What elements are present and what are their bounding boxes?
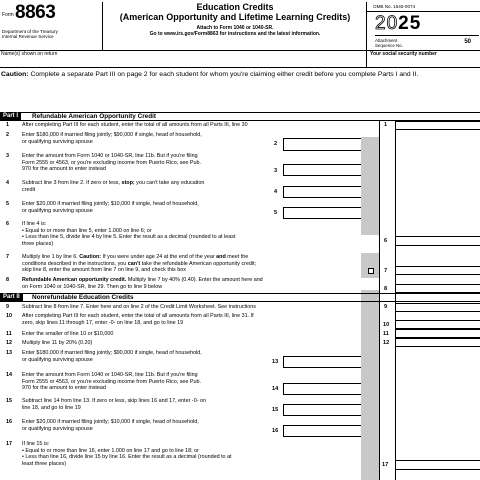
line-number: 15 xyxy=(6,398,12,404)
line-text xyxy=(22,221,235,247)
box-14-label: 14 xyxy=(272,386,279,392)
line-number: 11 xyxy=(6,331,12,337)
line-text-text-c: 970 for the amount to enter instead xyxy=(22,385,106,392)
line-number: 17 xyxy=(6,441,12,447)
line-7-amount-field[interactable] xyxy=(395,266,480,275)
line-text: After completing Part III for each student, enter the total of all amounts from all Parts III, line 30 xyxy=(22,122,248,128)
form-year-block xyxy=(366,2,479,50)
line-text-text-b-bold: can't xyxy=(127,260,141,267)
part2-title: Nonrefundable Education Credits xyxy=(32,294,134,301)
attachment-label: Attachment xyxy=(375,38,398,43)
line-text-text-a: Enter the amount from Form 1040 or 1040-SR, line 11b. But if you're filing xyxy=(22,372,198,378)
ssn-field-label: Your social security number xyxy=(366,51,437,67)
line-12-amount-field[interactable] xyxy=(395,338,480,347)
shaded-column-part2a xyxy=(361,253,379,278)
line-text-text-a-post: If you were under age 24 at the end of the year xyxy=(101,254,217,260)
line-number: 5 xyxy=(6,201,9,207)
line-number: 8 xyxy=(6,277,9,283)
form-number: 8863 xyxy=(15,2,56,23)
line-6-amount-field[interactable] xyxy=(395,236,480,246)
line-5-amount-field[interactable] xyxy=(283,207,361,219)
line-number: 14 xyxy=(6,372,12,378)
line-text-text-b: line 18, and go to line 19 xyxy=(22,404,81,411)
box-11-label: 11 xyxy=(383,331,389,337)
line-10-amount-field[interactable] xyxy=(395,320,480,329)
line-15-amount-field[interactable] xyxy=(283,404,361,416)
line-17-amount-field[interactable] xyxy=(395,460,480,470)
line-text-text-a: Enter $180,000 if married filing jointly; $90,000 if single, head of household, xyxy=(22,350,202,356)
line-1-amount-field[interactable] xyxy=(395,121,480,130)
line-text-b: • Equal to or more than line 5, enter 1.000 on line 6; or xyxy=(22,227,152,234)
line-text-c: 970 for the amount to enter instead xyxy=(22,166,106,173)
line-14-amount-field[interactable] xyxy=(283,383,361,395)
caution-label: Caution: xyxy=(1,71,29,78)
box-15-label: 15 xyxy=(272,407,279,413)
line-text-text-b-pre: conditions described in the instructions, you xyxy=(22,260,128,267)
line-text-text: Enter the smaller of line 10 or $10,000 xyxy=(22,331,114,337)
line-number: 1 xyxy=(6,122,9,128)
box-5-label: 5 xyxy=(274,210,278,216)
line-16-amount-field[interactable] xyxy=(283,425,361,437)
line-number: 9 xyxy=(6,304,9,310)
line-7-checkbox[interactable] xyxy=(368,268,374,274)
sequence-label: Sequence No. xyxy=(375,43,403,48)
box-4-label: 4 xyxy=(274,189,278,195)
line-text xyxy=(22,419,199,432)
part2-header xyxy=(0,293,480,302)
line-text xyxy=(22,201,199,214)
line-text xyxy=(22,254,256,274)
form-title-block xyxy=(104,2,366,50)
line-number: 16 xyxy=(6,419,12,425)
line-text-text-b: or qualifying surviving spouse xyxy=(22,425,93,432)
part1-header xyxy=(0,112,480,121)
line-text-text-b: • Equal to or more than line 16, enter 1.000 on line 17 and go to line 18; or xyxy=(22,447,199,454)
line-text-text: Subtract line 8 from line 7. Enter here and on line 2 of the Credit Limit Worksheet. See instructions xyxy=(22,304,256,310)
box-17-label: 17 xyxy=(382,462,389,468)
tax-year-bold: 25 xyxy=(398,13,422,34)
line-text-a: Enter $20,000 if married filing jointly; $10,000 if single, head of household, xyxy=(22,201,199,207)
line-text-d: three places) xyxy=(22,240,54,247)
line-text-text-a-bold2: and xyxy=(216,254,226,260)
line-text-text-a-post: Multiply line 7 by 40% (0.40). Enter the amount here and xyxy=(126,277,263,283)
line-text-text-b: or qualifying surviving spouse xyxy=(22,356,93,363)
form-title: Education Credits xyxy=(196,2,274,12)
sequence-number: 50 xyxy=(464,39,471,45)
line-number: 3 xyxy=(6,153,9,159)
box-16-label: 16 xyxy=(272,428,279,434)
line-number: 7 xyxy=(6,254,9,260)
line-11-amount-field[interactable] xyxy=(395,329,480,338)
box-7-label: 7 xyxy=(384,268,388,274)
form-header xyxy=(0,0,480,52)
line-text-text: Multiply line 11 by 20% (0.20) xyxy=(22,340,93,346)
line-text-text-b: Form 2555 or 4563, or you're excluding income from Puerto Rico, see Pub. xyxy=(22,378,202,385)
line-text-a: If line 4 is: xyxy=(22,221,47,227)
form-id-block xyxy=(1,2,103,50)
line-text xyxy=(22,277,263,290)
line-text-b: or qualifying surviving spouse xyxy=(22,138,93,145)
line-text-text-a-post2: meet the xyxy=(225,254,249,260)
line-text xyxy=(22,180,204,193)
caution-note xyxy=(0,71,480,79)
box-2-label: 2 xyxy=(274,141,278,147)
caution-text: Complete a separate Part III on page 2 for each student for whom you're claiming either credit before you complete Parts I and II. xyxy=(28,71,419,78)
line-text xyxy=(22,441,232,467)
line-text xyxy=(22,372,201,392)
line-3-amount-field[interactable] xyxy=(283,164,361,176)
shaded-column-part2b xyxy=(361,290,379,480)
line-number: 13 xyxy=(6,350,12,356)
box-10-label: 10 xyxy=(383,322,390,328)
box-9-label: 9 xyxy=(384,304,388,310)
line-text-a-bold: stop; xyxy=(121,180,135,186)
line-text xyxy=(22,153,201,173)
line-text-text-b: zero, skip lines 11 through 17, enter -0- on line 18, and go to line 19 xyxy=(22,319,184,326)
line-text xyxy=(22,313,254,326)
line-text-text-c: skip line 8, enter the amount from line 7 on line 9, and check this box xyxy=(22,267,186,274)
line-text-text-c: • Less than line 16, divide line 15 by line 16. Enter the result as a decimal (rounded to at xyxy=(22,454,232,461)
line-8-amount-field[interactable] xyxy=(395,284,480,293)
form-subtitle: (American Opportunity and Lifetime Learning Credits) xyxy=(119,12,351,22)
line-text-a: Enter $180,000 if married filing jointly; $90,000 if single, head of household, xyxy=(22,132,202,138)
line-text-b: or qualifying surviving spouse xyxy=(22,207,93,214)
line-text-text-b-post: take the refundable American opportunity credit; xyxy=(140,260,257,267)
box-13-label: 13 xyxy=(272,359,279,365)
line-4-amount-field[interactable] xyxy=(283,186,361,198)
line-2-amount-field[interactable] xyxy=(283,138,361,151)
tax-year-outline: 20 xyxy=(375,13,399,34)
line-number: 12 xyxy=(6,340,12,346)
line-text-text-a: Subtract line 14 from line 13. If zero or less, skip lines 16 and 17, enter -0- on xyxy=(22,398,206,404)
box-1-label: 1 xyxy=(384,122,388,128)
box-8-label: 8 xyxy=(384,286,388,292)
line-text xyxy=(22,132,202,145)
line-number: 2 xyxy=(6,132,9,138)
name-field-label: Name(s) shown on return xyxy=(1,51,58,57)
part2-tag: Part II xyxy=(0,294,23,301)
line-13-amount-field[interactable] xyxy=(283,356,361,368)
line-text-text-b: on Form 1040 or 1040-SR, line 29. Then go to line 9 below xyxy=(22,283,163,290)
line-text-text-a: Enter $20,000 if married filing jointly; $10,000 if single, head of household, xyxy=(22,419,199,425)
box-6-label: 6 xyxy=(384,238,388,244)
line-text-b: credit xyxy=(22,186,36,193)
line-text xyxy=(22,304,256,311)
line-text-text-a: If line 15 is: xyxy=(22,441,50,447)
shaded-column-part1 xyxy=(361,137,379,235)
line-text-text-a: After completing Part III for each student, enter the total of all amounts from all Parts III, line 31. If xyxy=(22,313,254,319)
line-text xyxy=(22,350,202,363)
line-text xyxy=(22,398,206,411)
department xyxy=(2,29,102,40)
line-text-text-a-bold: Caution: xyxy=(79,254,102,260)
line-text-text-a-pre: Multiply line 1 by line 6. xyxy=(22,254,80,260)
name-row xyxy=(0,51,480,67)
name-row-divider xyxy=(0,67,480,68)
box-3-label: 3 xyxy=(274,168,278,174)
line-number: 10 xyxy=(6,313,12,319)
tax-year xyxy=(375,13,421,35)
line-9-amount-field[interactable] xyxy=(395,303,480,312)
line-text-a: Enter the amount from Form 1040 or 1040-SR, line 11b. But if you're filing xyxy=(22,153,198,159)
part1-title: Refundable American Opportunity Credit xyxy=(32,113,157,120)
form-word: Form xyxy=(2,12,14,18)
part1-tag: Part I xyxy=(0,113,21,120)
line-text-text-d: least three places) xyxy=(22,460,67,467)
line-text xyxy=(22,331,113,338)
department-name: Department of the Treasury xyxy=(2,29,58,34)
line-text xyxy=(22,340,92,347)
line-text-c: • Less than line 5, divide line 4 by line 5. Enter the result as a decimal (rounded to at least xyxy=(22,234,236,241)
omb-number: OMB No. 1545-0074 xyxy=(367,2,480,12)
goto-note: Go to www.irs.gov/Form8863 for instructions and the latest information. xyxy=(149,31,321,37)
attach-note: Attach to Form 1040 or 1040-SR. xyxy=(196,25,274,31)
line-text-a-pre: Subtract line 3 from line 2. If zero or less, xyxy=(22,180,122,186)
box-12-label: 12 xyxy=(383,340,390,346)
line-text-text-a-bold: Refundable American opportunity credit. xyxy=(22,277,127,283)
line-text-a-post: you can't take any education xyxy=(134,180,205,186)
irs-name: Internal Revenue Service xyxy=(2,34,54,40)
line-number: 4 xyxy=(6,180,9,186)
line-number: 6 xyxy=(6,221,9,227)
line-text-b: Form 2555 or 4563, or you're excluding income from Puerto Rico, see Pub. xyxy=(22,159,202,166)
